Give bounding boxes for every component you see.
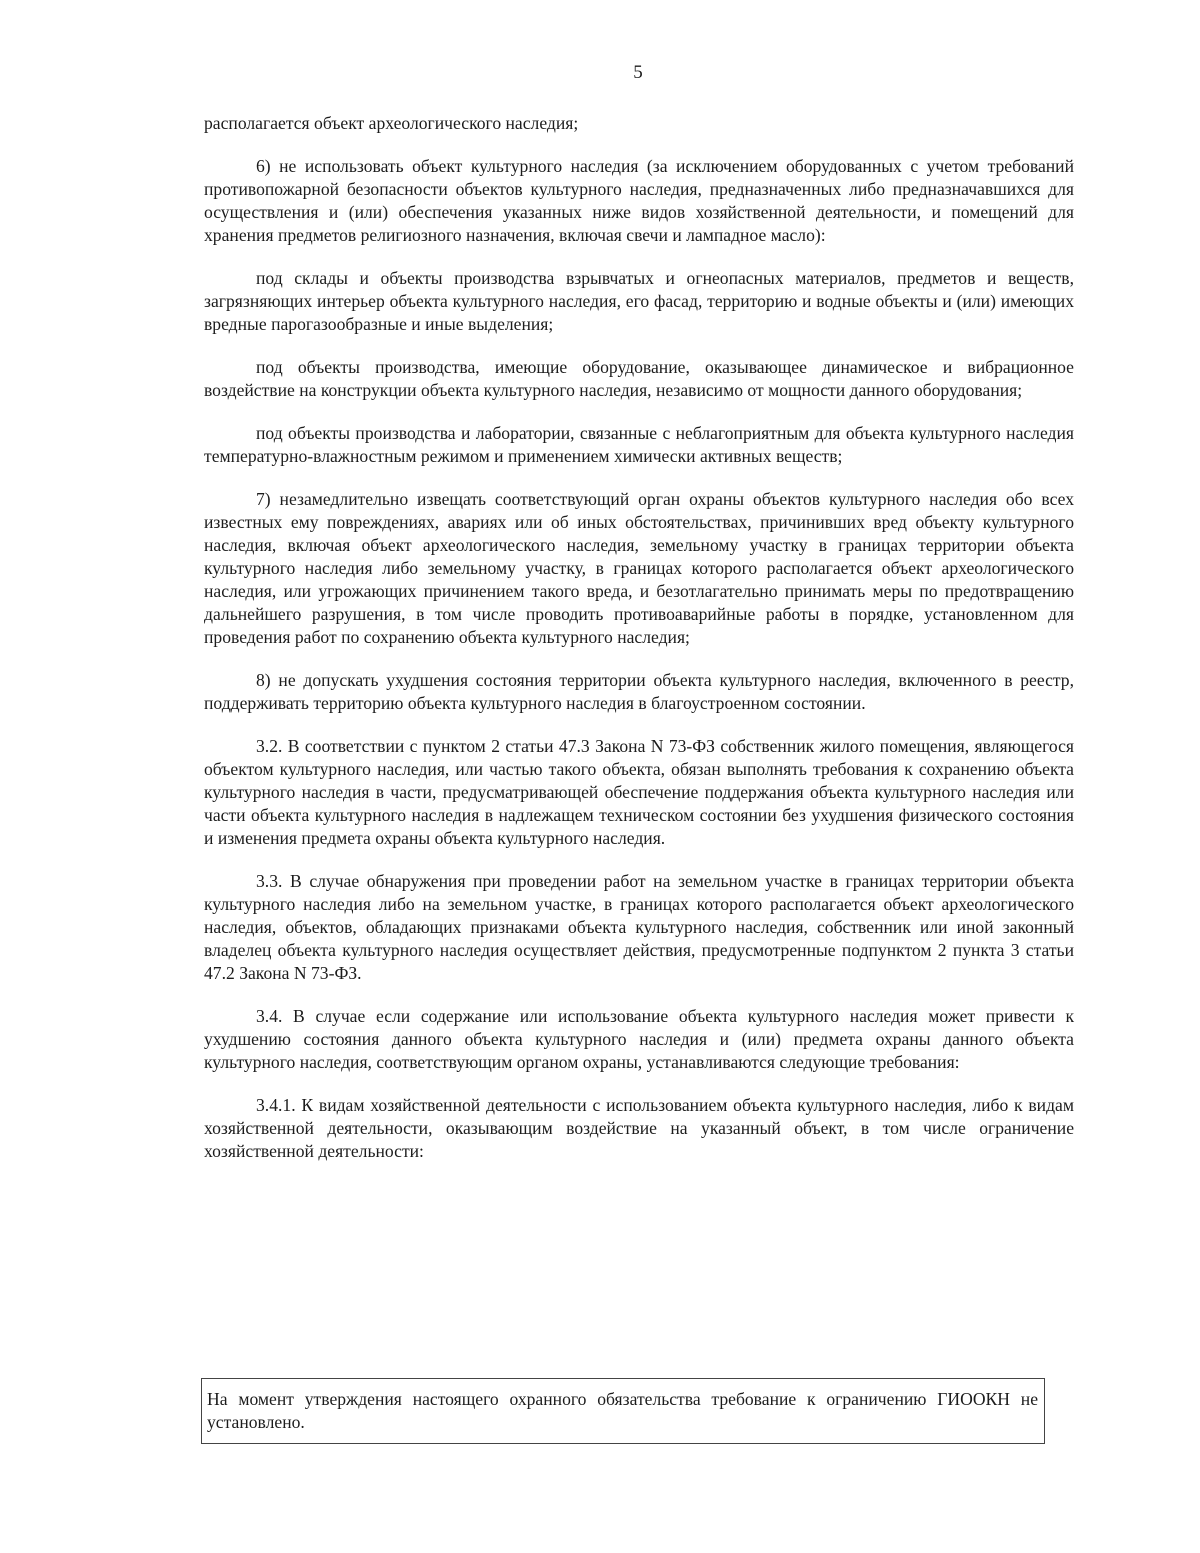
paragraph-section-3-4: 3.4. В случае если содержание или использование объекта культурного наследия может привести к ухудшению состояния данного объекта культурного наследия и (или) предмета охраны данного объекта культурного наследия, соответствующим органом охраны, устанавливаются следующие требования: (204, 1006, 1074, 1072)
paragraph-item-8: 8) не допускать ухудшения состояния территории объекта культурного наследия, включенного в реестр, поддерживать территорию объекта культурного наследия в благоустроенном состоянии. (204, 670, 1074, 713)
document-body (204, 112, 1074, 1163)
requirement-notice-text: На момент утверждения настоящего охранного обязательства требование к ограничению ГИООКН не установлено. (207, 1389, 1038, 1432)
paragraph-vibration: под объекты производства, имеющие оборудование, оказывающее динамическое и вибрационное воздействие на конструкции объекта культурного наследия, независимо от мощности данного оборудования; (204, 357, 1074, 400)
paragraph-section-3-2: 3.2. В соответствии с пунктом 2 статьи 47.3 Закона N 73-ФЗ собственник жилого помещения, являющегося объектом культурного наследия, или частью такого объекта, обязан выполнять требования к сохранению объекта культурного наследия в части, предусматривающей обеспечение поддержания объекта культурного наследия или части объекта культурного наследия в надлежащем техническом состоянии без ухудшения физического состояния и изменения предмета охраны объекта культурного наследия. (204, 736, 1074, 848)
paragraph-laboratories: под объекты производства и лаборатории, связанные с неблагоприятным для объекта культурного наследия температурно-влажностным режимом и применением химически активных веществ; (204, 423, 1074, 466)
paragraph-section-3-4-1: 3.4.1. К видам хозяйственной деятельности с использованием объекта культурного наследия, либо к видам хозяйственной деятельности, оказывающим воздействие на указанный объект, в том числе ограничение хозяйственной деятельности: (204, 1095, 1074, 1161)
requirement-notice-box (201, 1378, 1045, 1444)
paragraph-item-7: 7) незамедлительно извещать соответствующий орган охраны объектов культурного наследия обо всех известных ему повреждениях, авариях или об иных обстоятельствах, причинивших вред объекту культурного наследия, включая объект археологического наследия, земельному участку в границах территории объекта культурного наследия либо земельному участку, в границах которого располагается объект археологического наследия, или угрожающих причинением такого вреда, и безотлагательно принимать меры по предотвращению дальнейшего разрушения, в том числе проводить противоаварийные работы в порядке, установленном для проведения работ по сохранению объекта культурного наследия; (204, 489, 1074, 647)
paragraph-continuation: располагается объект археологического наследия; (204, 113, 579, 133)
page-number: 5 (633, 62, 643, 83)
paragraph-section-3-3: 3.3. В случае обнаружения при проведении работ на земельном участке в границах территории объекта культурного наследия либо на земельном участке, в границах которого располагается объект археологического наследия, объектов, обладающих признаками объекта культурного наследия, собственник или иной законный владелец объекта культурного наследия осуществляет действия, предусмотренные подпунктом 2 пункта 3 статьи 47.2 Закона N 73-ФЗ. (204, 871, 1074, 983)
paragraph-warehouses: под склады и объекты производства взрывчатых и огнеопасных материалов, предметов и веществ, загрязняющих интерьер объекта культурного наследия, его фасад, территорию и водные объекты и (или) имеющих вредные парогазообразные и иные выделения; (204, 268, 1074, 334)
paragraph-item-6: 6) не использовать объект культурного наследия (за исключением оборудованных с учетом требований противопожарной безопасности объектов культурного наследия, предназначенных либо предназначавшихся для осуществления и (или) обеспечения указанных ниже видов хозяйственной деятельности, и помещений для хранения предметов религиозного назначения, включая свечи и лампадное масло): (204, 156, 1074, 245)
